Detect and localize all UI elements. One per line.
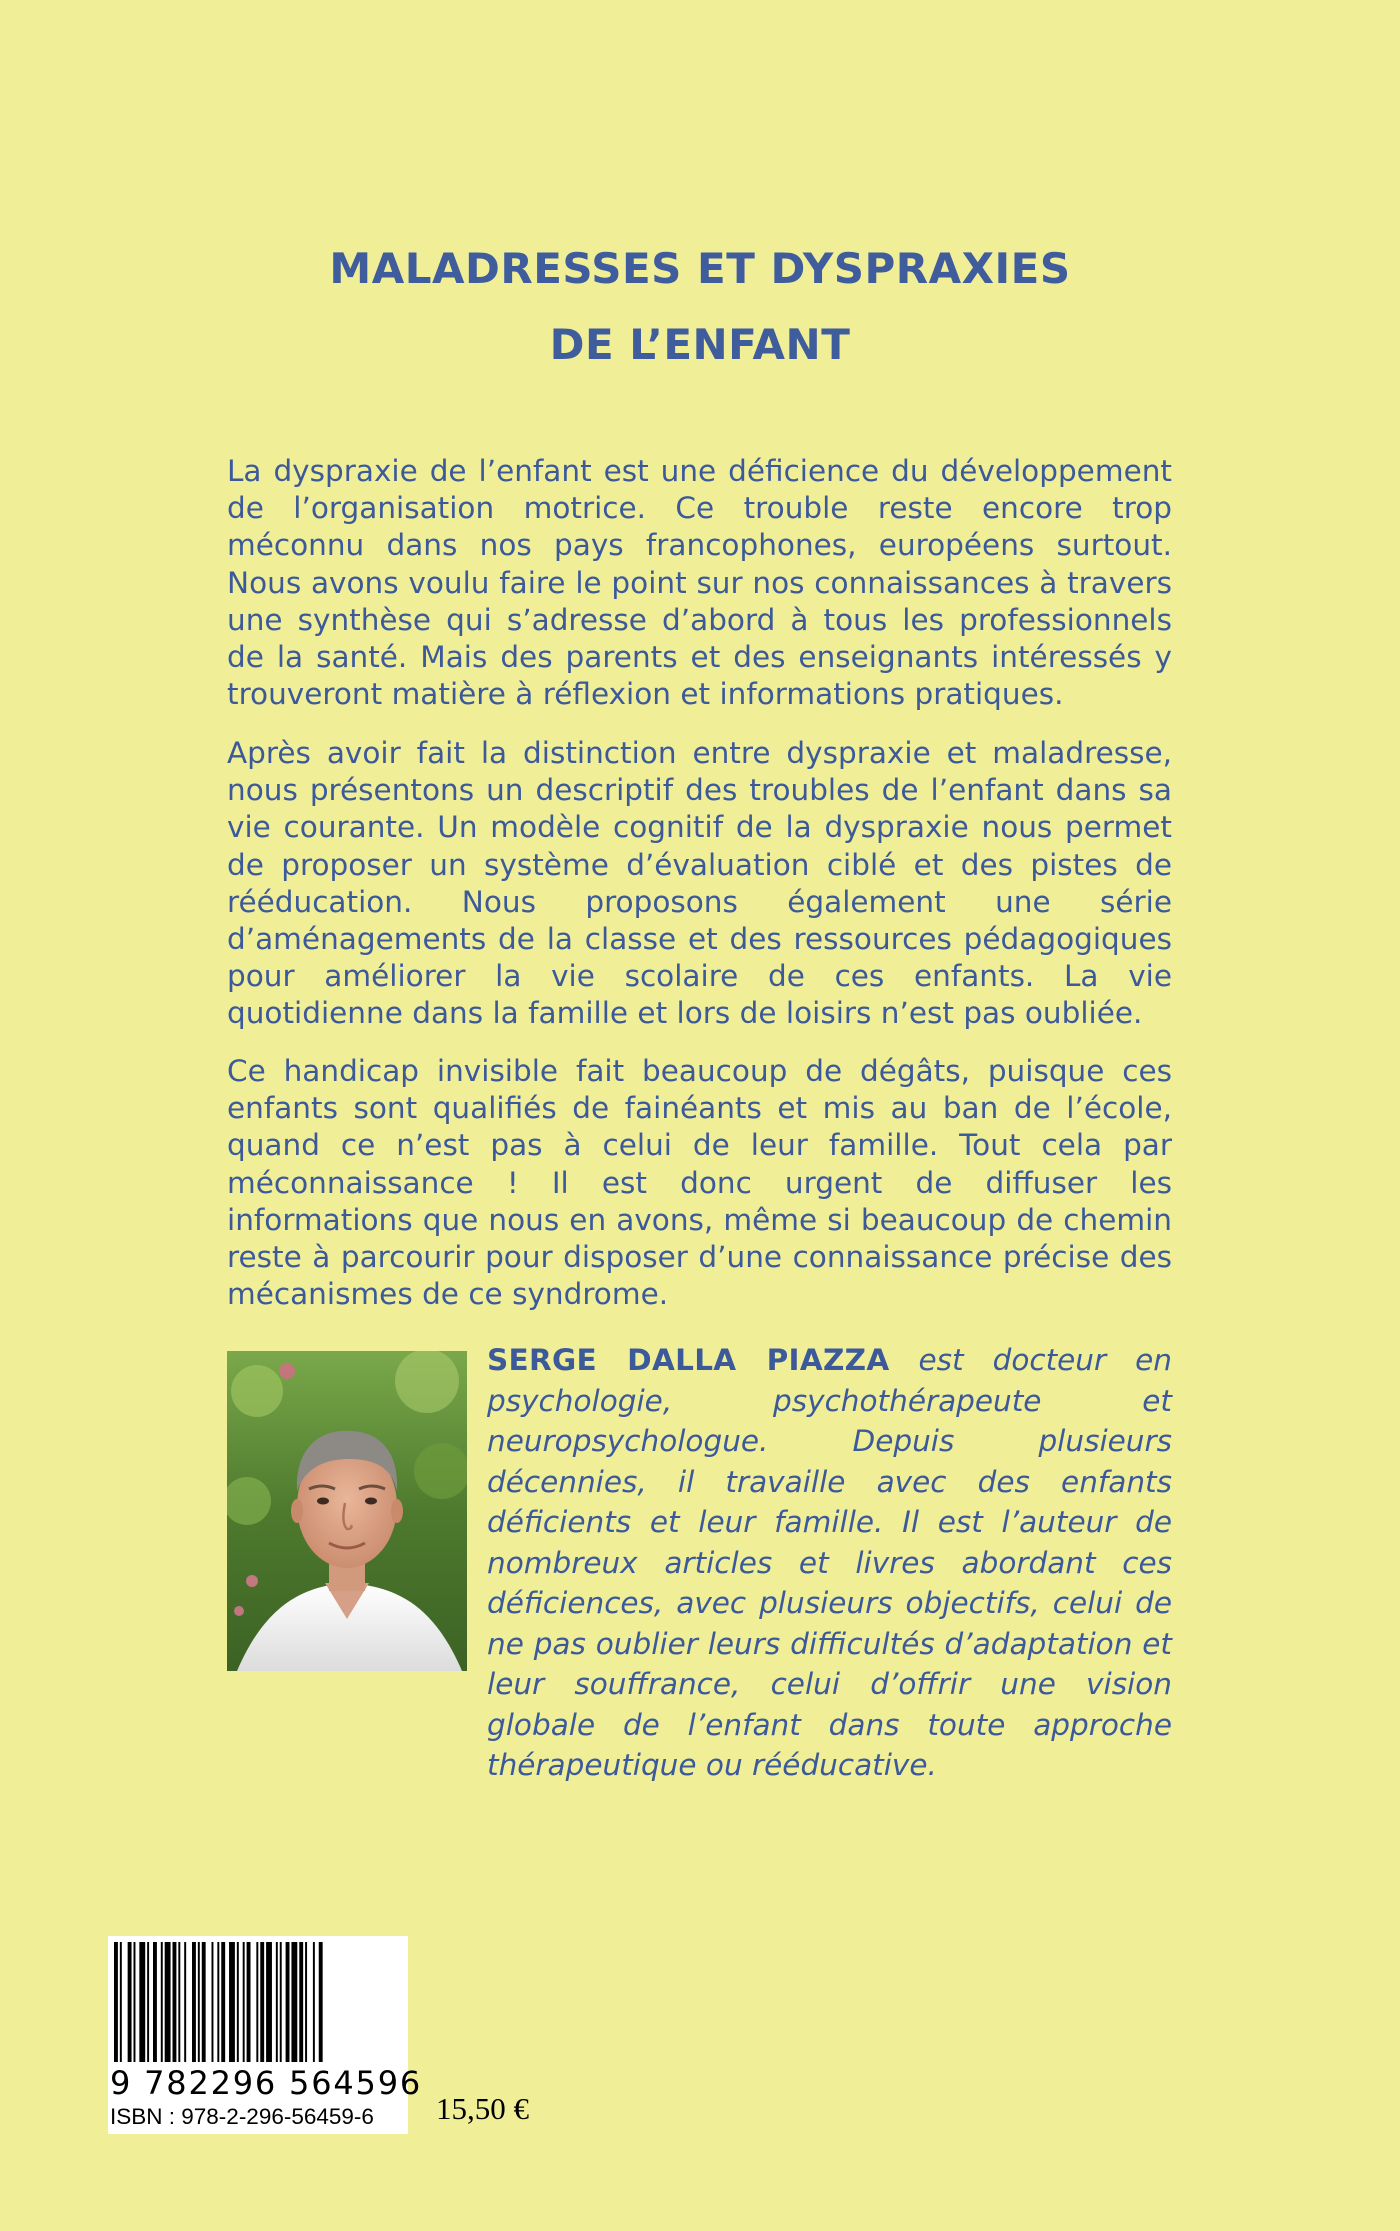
barcode-bar	[237, 1942, 239, 2062]
barcode-bar	[139, 1942, 145, 2062]
barcode-bar	[291, 1942, 297, 2062]
barcode-digits: 9 782296 564596	[110, 2064, 423, 2102]
barcode-bar	[229, 1942, 235, 2062]
author-bio-text: est docteur en psychologie, psychothérapeute et neuropsychologue. Depuis plusieurs décennies, il travaille avec des enfants déficients et leur famille. Il est l’auteur de nombreux articles et livres abordant ces déficiences, avec plusieurs objectifs, celui de ne pas oublier leurs difficultés d’adaptation et leur souffrance, celui d’offrir une vision globale de l’enfant dans toute approche thérapeutique ou rééducative.	[487, 1343, 1172, 1782]
barcode-bar	[247, 1942, 251, 2062]
barcode-bar	[161, 1942, 163, 2062]
author-photo	[227, 1351, 467, 1671]
barcode-bar	[280, 1942, 282, 2062]
barcode-bar	[153, 1942, 157, 2062]
barcode-bar	[243, 1942, 245, 2062]
book-title-line1: MALADRESSES ET DYSPRAXIES	[329, 244, 1071, 293]
barcode-bar	[114, 1942, 118, 2062]
barcode-bar	[266, 1942, 272, 2062]
barcode	[108, 1936, 423, 2134]
description-paragraph-1: La dyspraxie de l’enfant est une déficience du développement de l’organisation motrice. Ce trouble reste encore trop méconnu dans nos pays francophones, européens surtout. Nous avons voulu faire le point sur nos connaissances à travers une synthèse qui s’adresse d’abord à tous les professionnels de la santé. Mais des parents et des enseignants intéressés y trouveront matière à réflexion et informations pratiques.	[227, 454, 1172, 712]
barcode-bar	[286, 1942, 290, 2062]
description-paragraph-2: Après avoir fait la distinction entre dyspraxie et maladresse, nous présentons un descriptif des troubles de l’enfant dans sa vie courante. Un modèle cognitif de la dyspraxie nous permet de proposer un système d’évaluation ciblé et des pistes de rééducation. Nous proposons également une série d’aménagements de la classe et des ressources pédagogiques pour améliorer la vie scolaire de ces enfants. La vie quotidienne dans la famille et lors de loisirs n’est pas oubliée.	[227, 736, 1172, 1031]
barcode-bar	[305, 1942, 307, 2062]
barcode-bar	[120, 1942, 122, 2062]
author-name: SERGE DALLA PIAZZA	[487, 1343, 890, 1377]
book-title-line2: DE L’ENFANT	[549, 320, 851, 369]
isbn-label: ISBN : 978-2-296-56459-6	[110, 2104, 374, 2129]
barcode-bar	[319, 1942, 323, 2062]
barcode-bar	[147, 1942, 149, 2062]
barcode-bar	[173, 1942, 177, 2062]
barcode-bar	[299, 1942, 303, 2062]
barcode-bar	[134, 1942, 136, 2062]
description-paragraph-3: Ce handicap invisible fait beaucoup de dégâts, puisque ces enfants sont qualifiés de fainéants et mis au ban de l’école, quand ce n’est pas à celui de leur famille. Tout cela par méconnaissance ! Il est donc urgent de diffuser les informations que nous en avons, même si beaucoup de chemin reste à parcourir pour disposer d’une connaissance précise des mécanismes de ce syndrome.	[227, 1054, 1172, 1312]
barcode-bar	[192, 1942, 196, 2062]
author-bio	[487, 1340, 1172, 1786]
author-portrait-icon	[227, 1351, 467, 1671]
barcode-bar	[184, 1942, 186, 2062]
barcode-bar	[260, 1942, 264, 2062]
barcode-bar	[313, 1942, 315, 2062]
barcode-bar	[256, 1942, 258, 2062]
ean13-barcode-icon	[108, 1936, 408, 2066]
barcode-bar	[202, 1942, 206, 2062]
barcode-bar	[198, 1942, 200, 2062]
price: 15,50 €	[436, 2091, 529, 2126]
barcode-bar	[128, 1942, 132, 2062]
barcode-bar	[221, 1942, 225, 2062]
barcode-bar	[165, 1942, 171, 2062]
barcode-bar	[212, 1942, 214, 2062]
barcode-bar	[178, 1942, 180, 2062]
barcode-bar	[217, 1942, 219, 2062]
barcode-bar	[276, 1942, 278, 2062]
